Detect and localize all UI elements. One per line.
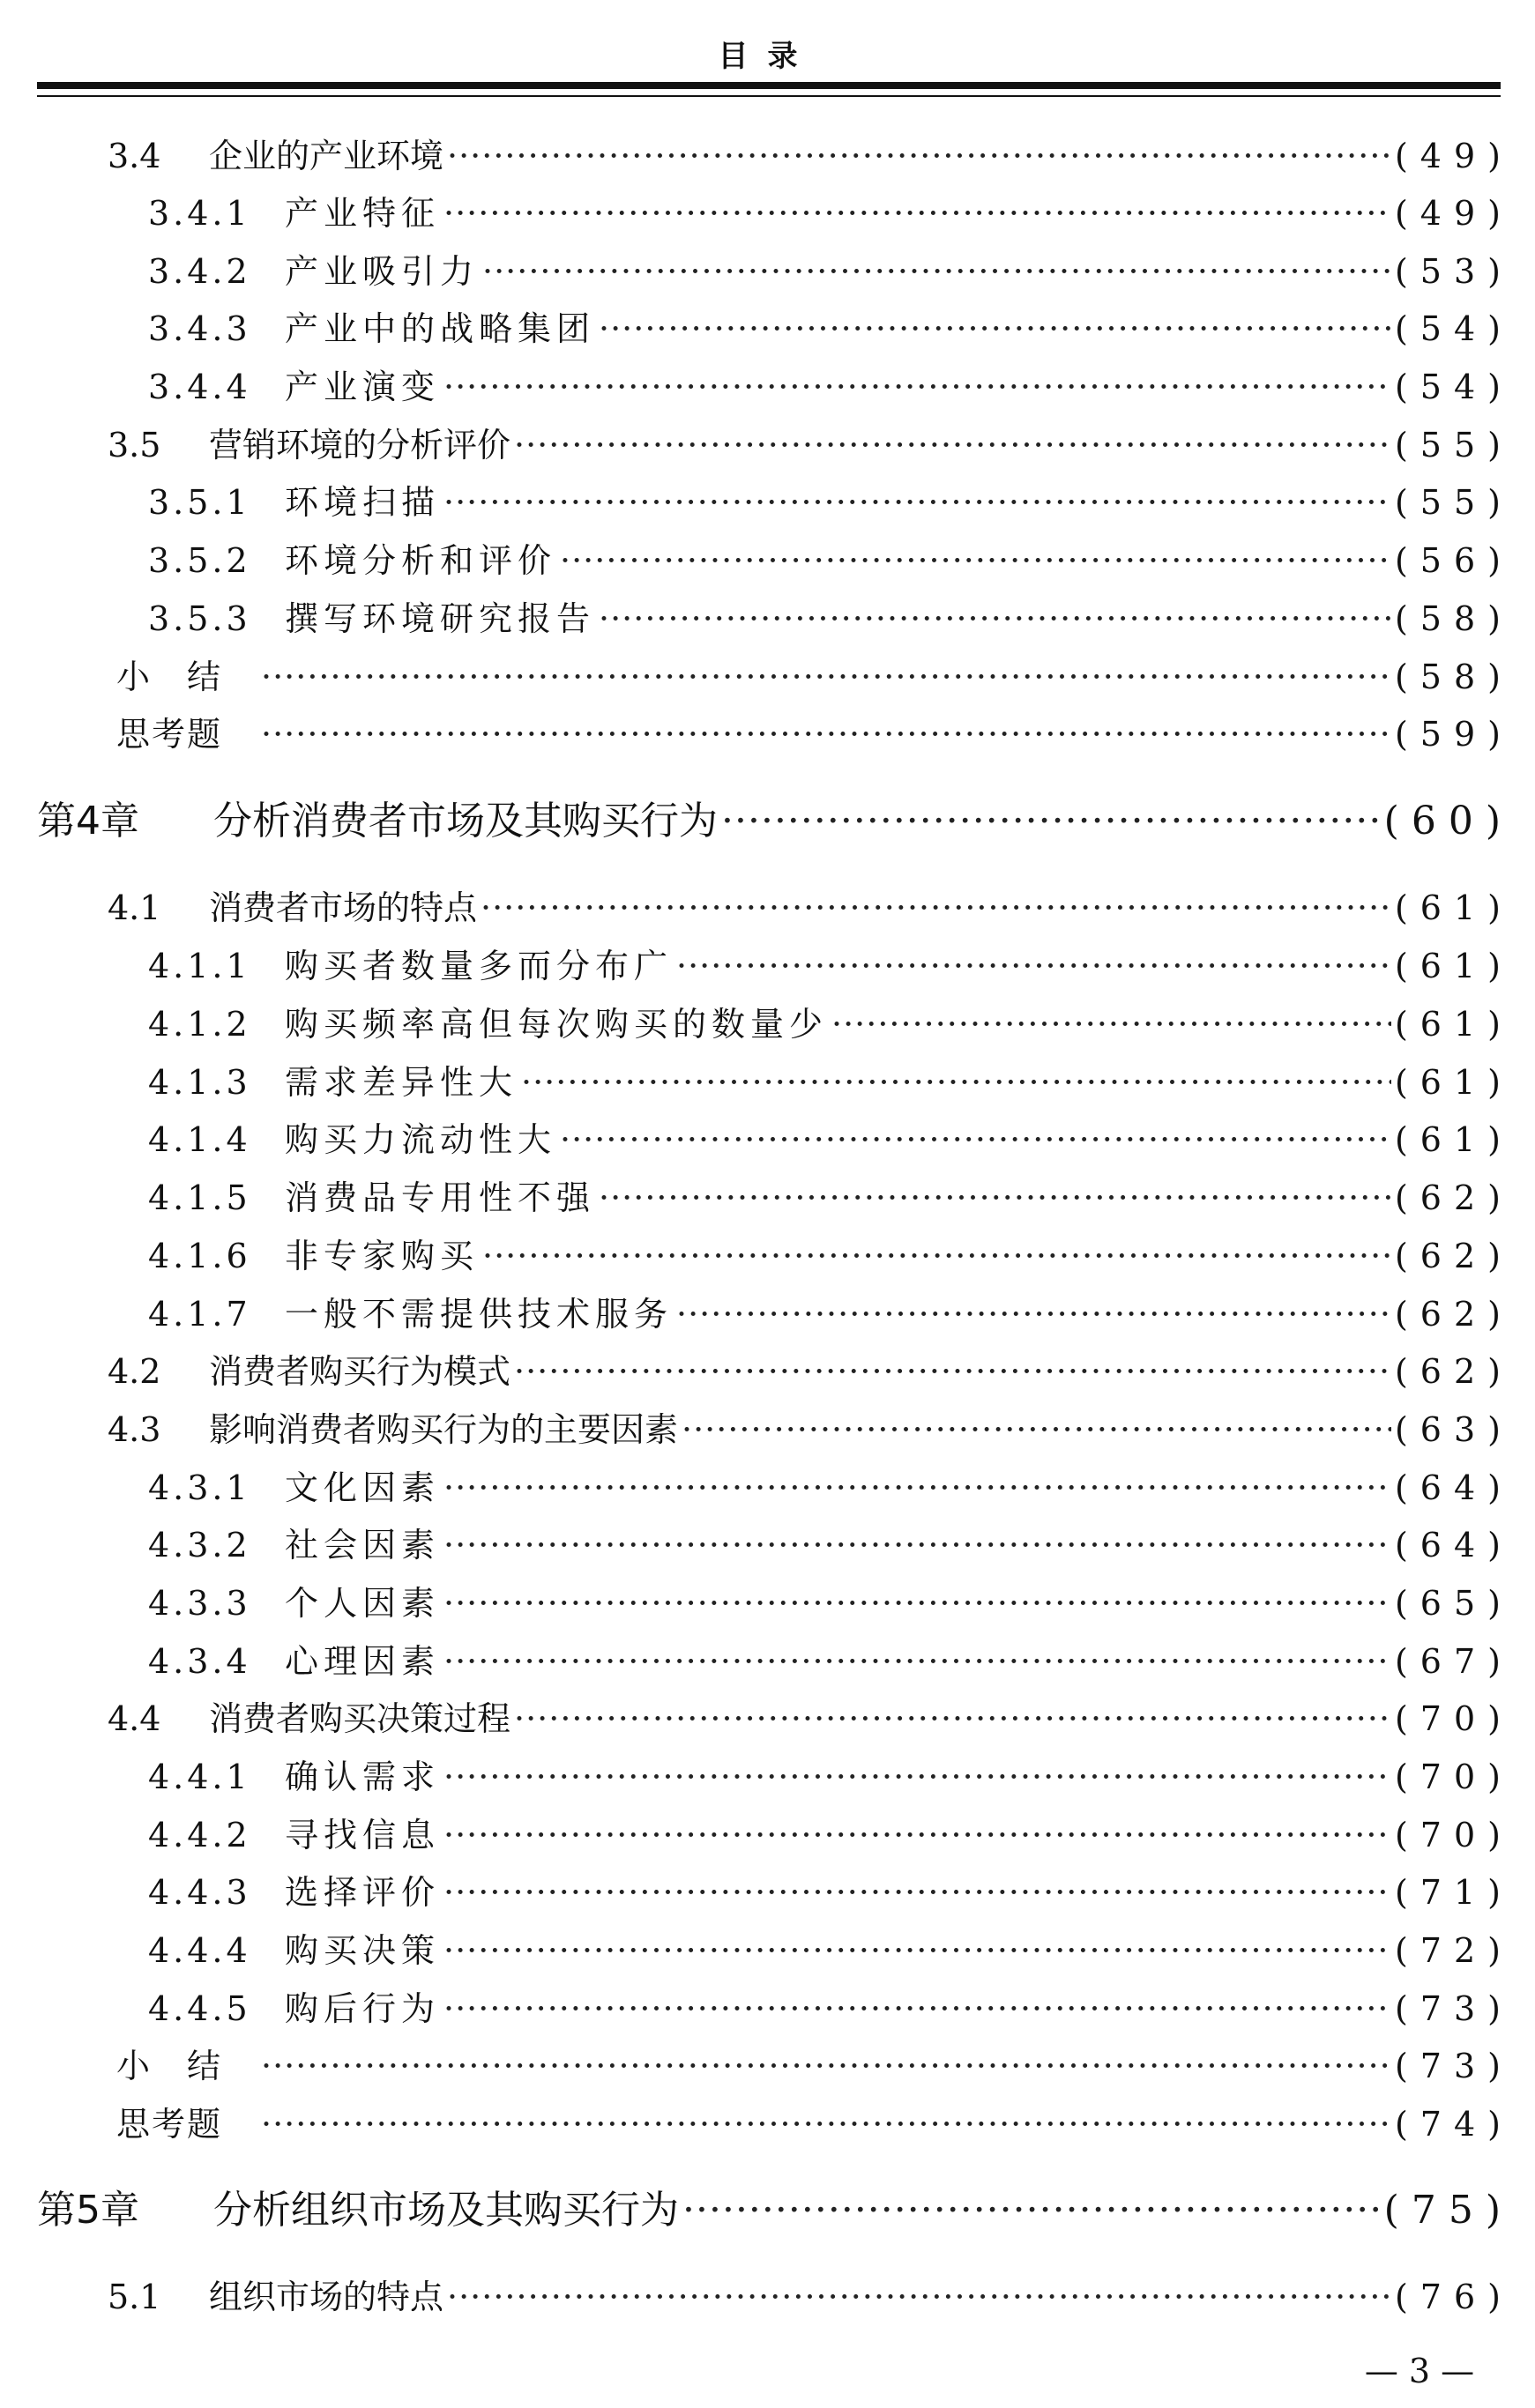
toc-entry-title: 撰写环境研究报告: [285, 599, 596, 638]
toc-leader-dots: [443, 1461, 1391, 1514]
toc-entry-page: (76): [1394, 2278, 1513, 2316]
toc-entry-number: 4.4.1: [148, 1758, 251, 1796]
toc-entry[interactable]: [148, 1056, 1513, 1109]
toc-entry-title: 消费者市场的特点: [209, 888, 478, 927]
toc-entry-page: (58): [1394, 658, 1513, 696]
toc-leader-dots: [599, 592, 1391, 645]
toc-entry-page: (55): [1394, 483, 1513, 522]
toc-leader-dots: [443, 476, 1391, 529]
toc-leader-dots: [682, 2184, 1381, 2237]
toc-entry[interactable]: [148, 534, 1513, 587]
toc-entry-title: 个人因素: [285, 1584, 441, 1623]
toc-entry-title: 环境分析和评价: [285, 541, 557, 580]
toc-leader-dots: [261, 2098, 1391, 2151]
toc-entry-title: 确认需求: [285, 1758, 441, 1796]
toc-entry-title: 环境扫描: [285, 483, 441, 522]
toc-entry-number: 4.3.4: [148, 1642, 251, 1681]
toc-leader-dots: [676, 940, 1391, 992]
toc-entry[interactable]: [148, 998, 1513, 1051]
toc-entry-page: (61): [1394, 1063, 1513, 1102]
toc-entry-title: 购买力流动性大: [285, 1120, 557, 1159]
toc-entry-number: 3.4.4: [148, 368, 251, 406]
toc-entry-page: (72): [1394, 1931, 1513, 1970]
toc-entry[interactable]: [148, 476, 1513, 529]
toc-leader-dots: [443, 1750, 1391, 1803]
toc-entry-page: (75): [1383, 2188, 1513, 2233]
toc-entry-number: 5.1: [108, 2278, 161, 2316]
toc-entry-title: 小 结: [116, 2047, 223, 2085]
toc-entry-page: (63): [1394, 1410, 1513, 1449]
toc-entry-title: 营销环境的分析评价: [209, 426, 511, 465]
toc-entry-number: 4.1: [108, 888, 161, 927]
toc-entry-number: 3.4.2: [148, 252, 251, 291]
toc-entry-number: 4.1.1: [148, 947, 251, 985]
toc-entry-page: (53): [1394, 252, 1513, 291]
toc-entry[interactable]: [116, 2098, 1513, 2151]
toc-entry-title: 消费品专用性不强: [285, 1178, 596, 1217]
toc-entry-page: (49): [1394, 194, 1513, 233]
toc-entry-page: (55): [1394, 426, 1513, 465]
toc-entry-page: (61): [1394, 888, 1513, 927]
toc-entry-page: (65): [1394, 1584, 1513, 1623]
toc-entry[interactable]: [108, 1403, 1513, 1456]
toc-entry-page: (70): [1394, 1758, 1513, 1796]
toc-entry-number: 4.4.3: [148, 1873, 251, 1912]
toc-entry-number: 4.1.4: [148, 1120, 251, 1159]
page-number: — 3 —: [1364, 2352, 1475, 2390]
toc-entry-number: 3.5.1: [148, 483, 251, 522]
toc-entry-page: (61): [1394, 947, 1513, 985]
toc-entry-number: 4.1.7: [148, 1295, 251, 1334]
header-rule-thin: [37, 95, 1501, 97]
toc-entry-page: (70): [1394, 1699, 1513, 1738]
toc-entry[interactable]: [148, 245, 1513, 298]
toc-entry[interactable]: [148, 592, 1513, 645]
toc-entry[interactable]: [148, 1171, 1513, 1224]
toc-entry-number: 3.4.1: [148, 194, 251, 233]
toc-leader-dots: [514, 1692, 1391, 1745]
toc-entry[interactable]: [148, 1113, 1513, 1166]
toc-entry-page: (71): [1394, 1873, 1513, 1912]
toc-entry-page: (60): [1383, 799, 1513, 844]
toc-leader-dots: [514, 419, 1391, 472]
toc-entry-number: 4.1.3: [148, 1063, 251, 1102]
toc-entry-title: 心理因素: [285, 1642, 441, 1681]
toc-entry[interactable]: [116, 650, 1513, 703]
toc-leader-dots: [443, 1924, 1391, 1977]
toc-entry-page: (73): [1394, 1989, 1513, 2028]
toc-entry-title: 需求差异性大: [285, 1063, 518, 1102]
toc-entry[interactable]: [108, 419, 1513, 472]
toc-leader-dots: [443, 1866, 1391, 1919]
toc-entry-number: 4.4.5: [148, 1989, 251, 2028]
toc-entry-page: (61): [1394, 1005, 1513, 1044]
toc-entry[interactable]: [108, 130, 1513, 182]
toc-entry-title: 社会因素: [285, 1526, 441, 1564]
toc-entry[interactable]: [148, 1924, 1513, 1977]
toc-entry[interactable]: [148, 187, 1513, 240]
toc-entry[interactable]: [148, 1866, 1513, 1919]
toc-leader-dots: [443, 1982, 1391, 2035]
toc-leader-dots: [447, 2271, 1391, 2323]
toc-leader-dots: [443, 1809, 1391, 1862]
toc-entry-number: 4.4: [108, 1699, 161, 1738]
toc-entry-number: 3.4.3: [148, 309, 251, 348]
toc-entry-number: 4.4.2: [148, 1816, 251, 1854]
toc-leader-dots: [682, 1403, 1391, 1456]
toc-entry-page: (73): [1394, 2047, 1513, 2085]
toc-entry-title: 消费者购买决策过程: [209, 1699, 511, 1738]
toc-entry-number: 3.5: [108, 426, 161, 465]
toc-entry-page: (56): [1394, 541, 1513, 580]
toc-entry[interactable]: [148, 1809, 1513, 1862]
toc-entry[interactable]: [148, 940, 1513, 992]
toc-entry-title: 企业的产业环境: [209, 137, 444, 175]
page-header-title: 目录: [718, 39, 817, 74]
toc-entry-number: 3.5.3: [148, 599, 251, 638]
toc-leader-dots: [261, 650, 1391, 703]
toc-leader-dots: [443, 1577, 1391, 1630]
toc-leader-dots: [521, 1056, 1391, 1109]
header-rule-thick: [37, 82, 1501, 89]
toc-entry-title: 文化因素: [285, 1468, 441, 1507]
toc-entry[interactable]: [148, 1288, 1513, 1341]
toc-entry-page: (58): [1394, 599, 1513, 638]
toc-entry-page: (67): [1394, 1642, 1513, 1681]
toc-entry[interactable]: [148, 302, 1513, 355]
toc-entry[interactable]: [148, 1230, 1513, 1282]
toc-entry[interactable]: [148, 360, 1513, 413]
toc-entry-page: (62): [1394, 1352, 1513, 1391]
toc-entry-page: (61): [1394, 1120, 1513, 1159]
toc-leader-dots: [447, 130, 1391, 182]
toc-entry[interactable]: [108, 881, 1513, 934]
toc-entry[interactable]: [148, 1519, 1513, 1572]
toc-entry-title: 思考题: [116, 715, 223, 754]
toc-leader-dots: [560, 534, 1391, 587]
toc-entry-number: 3.4: [108, 137, 161, 175]
toc-leader-dots: [560, 1113, 1391, 1166]
toc-entry-page: (74): [1394, 2105, 1513, 2144]
toc-entry-number: 第5章: [37, 2188, 139, 2233]
toc-entry-title: 选择评价: [285, 1873, 441, 1912]
toc-entry-number: 4.3.1: [148, 1468, 251, 1507]
toc-entry-title: 产业中的战略集团: [285, 309, 596, 348]
toc-entry-title: 组织市场的特点: [209, 2278, 444, 2316]
toc-entry-title: 购买决策: [285, 1931, 441, 1970]
toc-entry[interactable]: [116, 708, 1513, 761]
toc-entry-title: 购买者数量多而分布广: [285, 947, 674, 985]
toc-entry-number: 4.1.2: [148, 1005, 251, 1044]
toc-leader-dots: [261, 2040, 1391, 2092]
toc-entry-page: (64): [1394, 1526, 1513, 1564]
toc-leader-dots: [261, 708, 1391, 761]
toc-entry[interactable]: [148, 1982, 1513, 2035]
toc-leader-dots: [481, 881, 1391, 934]
toc-leader-dots: [443, 1519, 1391, 1572]
toc-entry[interactable]: [108, 2271, 1513, 2323]
toc-entry-number: 4.1.6: [148, 1237, 251, 1275]
toc-entry-title: 分析组织市场及其购买行为: [213, 2188, 679, 2233]
toc-entry-title: 寻找信息: [285, 1816, 441, 1854]
toc-entry-title: 产业演变: [285, 368, 441, 406]
toc-entry-title: 分析消费者市场及其购买行为: [213, 799, 718, 844]
toc-leader-dots: [514, 1345, 1391, 1398]
toc-entry-page: (59): [1394, 715, 1513, 754]
toc-entry-title: 产业吸引力: [285, 252, 480, 291]
toc-leader-dots: [443, 187, 1391, 240]
toc-entry-number: 4.4.4: [148, 1931, 251, 1970]
toc-entry[interactable]: [37, 2184, 1513, 2237]
toc-entry-title: 非专家购买: [285, 1237, 480, 1275]
toc-leader-dots: [482, 245, 1391, 298]
toc-entry[interactable]: [148, 1750, 1513, 1803]
toc-entry-page: (49): [1394, 137, 1513, 175]
toc-entry-page: (62): [1394, 1178, 1513, 1217]
toc-entry-title: 购买频率高但每次购买的数量少: [285, 1005, 829, 1044]
toc-entry-number: 4.3.2: [148, 1526, 251, 1564]
toc-leader-dots: [831, 998, 1391, 1051]
toc-entry-number: 4.3.3: [148, 1584, 251, 1623]
toc-entry-title: 影响消费者购买行为的主要因素: [209, 1410, 679, 1449]
toc-leader-dots: [443, 360, 1391, 413]
toc-entry-page: (64): [1394, 1468, 1513, 1507]
toc-entry-title: 一般不需提供技术服务: [285, 1295, 674, 1334]
toc-entry[interactable]: [148, 1461, 1513, 1514]
toc-entry-title: 消费者购买行为模式: [209, 1352, 511, 1391]
toc-entry-number: 第4章: [37, 799, 139, 844]
toc-entry[interactable]: [148, 1635, 1513, 1688]
toc-entry-page: (54): [1394, 368, 1513, 406]
toc-entry-number: 3.5.2: [148, 541, 251, 580]
toc-leader-dots: [721, 795, 1381, 848]
toc-entry-number: 4.3: [108, 1410, 161, 1449]
toc-leader-dots: [443, 1635, 1391, 1688]
toc-entry-title: 小 结: [116, 658, 223, 696]
toc-entry-number: 4.2: [108, 1352, 161, 1391]
toc-entry-number: 4.1.5: [148, 1178, 251, 1217]
toc-entry[interactable]: [148, 1577, 1513, 1630]
toc-entry-title: 思考题: [116, 2105, 223, 2144]
toc-entry[interactable]: [116, 2040, 1513, 2092]
toc-entry[interactable]: [37, 795, 1513, 848]
toc-entry[interactable]: [108, 1692, 1513, 1745]
toc-leader-dots: [676, 1288, 1391, 1341]
toc-entry-page: (54): [1394, 309, 1513, 348]
toc-leader-dots: [599, 302, 1391, 355]
toc-entry-page: (62): [1394, 1295, 1513, 1334]
toc-leader-dots: [599, 1171, 1391, 1224]
toc-entry-title: 购后行为: [285, 1989, 441, 2028]
toc-entry[interactable]: [108, 1345, 1513, 1398]
toc-leader-dots: [482, 1230, 1391, 1282]
toc-entry-title: 产业特征: [285, 194, 441, 233]
toc-entry-page: (70): [1394, 1816, 1513, 1854]
toc-entry-page: (62): [1394, 1237, 1513, 1275]
